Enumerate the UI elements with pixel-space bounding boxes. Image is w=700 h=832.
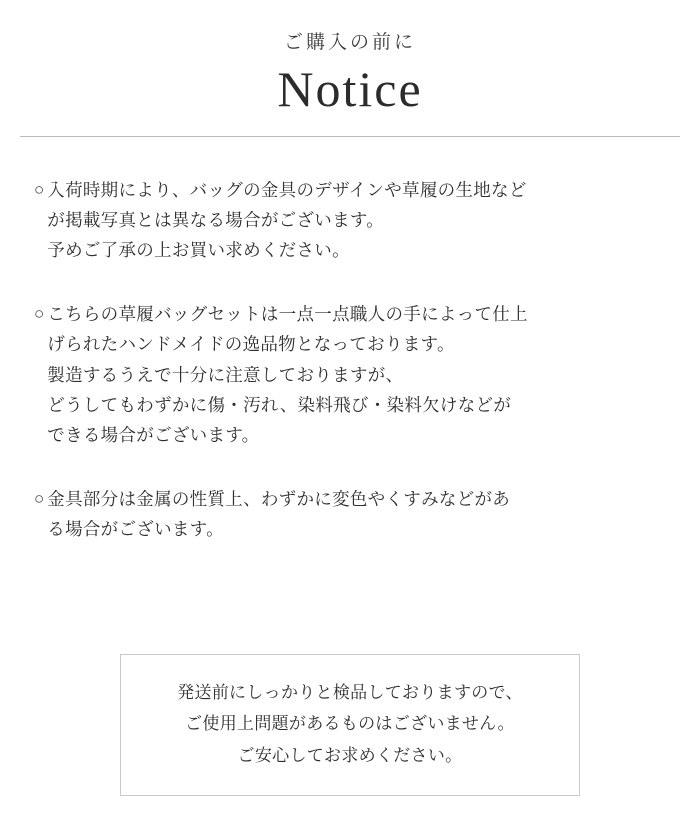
circle-bullet-icon: ○ xyxy=(34,180,45,200)
notice-text-block xyxy=(47,175,674,265)
page-header xyxy=(0,0,700,118)
note-line: ご使用上問題があるものはございません。 xyxy=(185,714,515,734)
notice-line: どうしてもわずかに傷・汚れ、染料飛び・染料欠けなどが xyxy=(47,394,512,415)
notice-text-block xyxy=(47,484,674,544)
notice-line: が掲載写真とは異なる場合がございます。 xyxy=(47,210,385,231)
header-divider xyxy=(20,136,680,137)
note-line: ご安心してお求めください。 xyxy=(237,745,463,765)
list-item xyxy=(34,299,674,449)
circle-bullet-icon: ○ xyxy=(34,488,45,508)
notice-line: 製造するうえで十分に注意しておりますが、 xyxy=(47,364,404,385)
note-line: 発送前にしっかりと検品しておりますので、 xyxy=(177,683,523,702)
notice-line: 金具部分は金属の性質上、わずかに変色やくすみなどがあ xyxy=(47,488,511,509)
notice-line: 入荷時期により、バッグの金具のデザインや草履の生地など xyxy=(47,180,527,201)
notice-line: 予めご了承の上お買い求めください。 xyxy=(47,240,350,261)
footer-note-box xyxy=(120,654,580,796)
notice-line: こちらの草履バッグセットは一点一点職人の手によって仕上 xyxy=(47,304,528,325)
header-subtitle: ご購入の前に xyxy=(283,32,416,53)
list-item xyxy=(34,484,674,544)
notice-line: げられたハンドメイドの逸品物となっております。 xyxy=(47,334,455,355)
notice-text-block xyxy=(47,299,674,449)
page-title: Notice xyxy=(277,60,423,117)
circle-bullet-icon: ○ xyxy=(34,304,45,324)
notice-line: できる場合がございます。 xyxy=(47,424,260,445)
notice-line: る場合がございます。 xyxy=(47,518,224,539)
notice-list xyxy=(34,175,674,544)
list-item xyxy=(34,175,674,265)
